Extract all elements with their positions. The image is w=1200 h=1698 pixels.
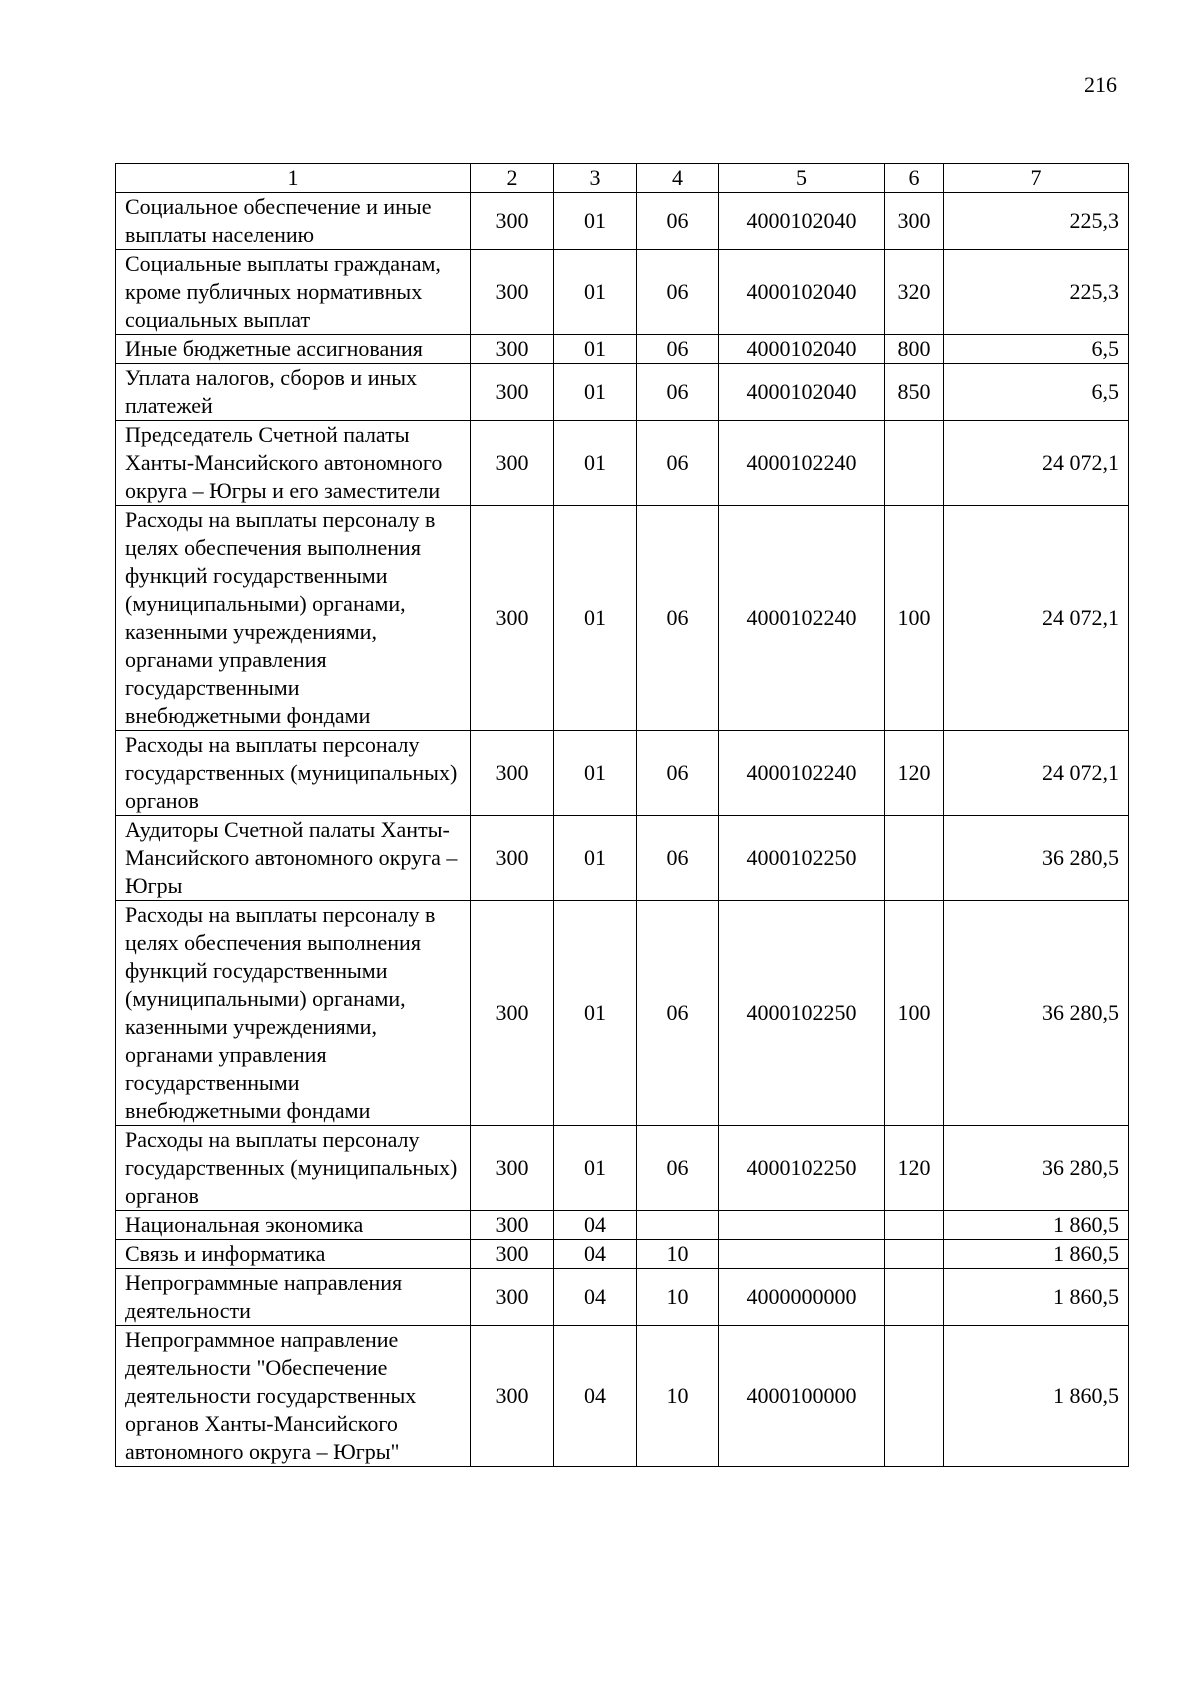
- row-amount-cell: 24 072,1: [944, 421, 1129, 506]
- row-name-cell: Расходы на выплаты персоналу в целях обеспечения выполнения функций государственными (муниципальными) органами, казенными учреждениями, органами управления государственными внебюджетными фондами: [116, 506, 471, 731]
- row-section-cell: 01: [554, 421, 637, 506]
- row-subsection-cell: 06: [637, 421, 719, 506]
- row-name-cell: Связь и информатика: [116, 1240, 471, 1269]
- row-subsection-cell: 06: [637, 901, 719, 1126]
- row-subsection-cell: 06: [637, 364, 719, 421]
- row-section-cell: 04: [554, 1326, 637, 1467]
- row-target-item-cell: 4000102250: [719, 901, 885, 1126]
- table-row: [116, 1240, 1129, 1269]
- row-amount-cell: 24 072,1: [944, 506, 1129, 731]
- row-amount-cell: 36 280,5: [944, 901, 1129, 1126]
- row-name-cell: Непрограммные направления деятельности: [116, 1269, 471, 1326]
- row-section-cell: 01: [554, 506, 637, 731]
- row-section-cell: 01: [554, 335, 637, 364]
- row-target-item-cell: 4000102250: [719, 1126, 885, 1211]
- row-code-cell: 300: [471, 1326, 554, 1467]
- row-code-cell: 300: [471, 1126, 554, 1211]
- row-amount-cell: 24 072,1: [944, 731, 1129, 816]
- row-subsection-cell: 06: [637, 506, 719, 731]
- header-cell-2: 2: [471, 164, 554, 193]
- row-code-cell: 300: [471, 250, 554, 335]
- row-name-cell: Расходы на выплаты персоналу государственных (муниципальных) органов: [116, 731, 471, 816]
- row-amount-cell: 1 860,5: [944, 1211, 1129, 1240]
- row-name-cell: Расходы на выплаты персоналу государственных (муниципальных) органов: [116, 1126, 471, 1211]
- row-section-cell: 01: [554, 193, 637, 250]
- row-target-item-cell: 4000102040: [719, 193, 885, 250]
- row-expense-type-cell: 320: [885, 250, 944, 335]
- row-section-cell: 04: [554, 1240, 637, 1269]
- row-subsection-cell: 06: [637, 335, 719, 364]
- row-expense-type-cell: 100: [885, 506, 944, 731]
- row-expense-type-cell: 300: [885, 193, 944, 250]
- row-code-cell: 300: [471, 193, 554, 250]
- row-target-item-cell: 4000102040: [719, 364, 885, 421]
- header-cell-5: 5: [719, 164, 885, 193]
- table-body: [116, 193, 1129, 1467]
- table-row: [116, 816, 1129, 901]
- row-section-cell: 01: [554, 816, 637, 901]
- row-target-item-cell: [719, 1211, 885, 1240]
- row-subsection-cell: 06: [637, 193, 719, 250]
- table-row: [116, 1269, 1129, 1326]
- row-code-cell: 300: [471, 816, 554, 901]
- page-number: 216: [1084, 72, 1117, 97]
- row-target-item-cell: 4000102240: [719, 731, 885, 816]
- row-section-cell: 01: [554, 250, 637, 335]
- row-section-cell: 01: [554, 1126, 637, 1211]
- row-section-cell: 04: [554, 1269, 637, 1326]
- header-cell-6: 6: [885, 164, 944, 193]
- header-cell-3: 3: [554, 164, 637, 193]
- row-amount-cell: 225,3: [944, 193, 1129, 250]
- row-name-cell: Иные бюджетные ассигнования: [116, 335, 471, 364]
- row-target-item-cell: [719, 1240, 885, 1269]
- row-amount-cell: 1 860,5: [944, 1240, 1129, 1269]
- row-name-cell: Уплата налогов, сборов и иных платежей: [116, 364, 471, 421]
- row-name-cell: Национальная экономика: [116, 1211, 471, 1240]
- row-code-cell: 300: [471, 901, 554, 1126]
- row-amount-cell: 6,5: [944, 335, 1129, 364]
- row-target-item-cell: 4000102040: [719, 250, 885, 335]
- row-amount-cell: 1 860,5: [944, 1326, 1129, 1467]
- row-subsection-cell: 10: [637, 1326, 719, 1467]
- row-code-cell: 300: [471, 421, 554, 506]
- row-code-cell: 300: [471, 1211, 554, 1240]
- table-row: [116, 731, 1129, 816]
- header-cell-1: 1: [116, 164, 471, 193]
- row-name-cell: Социальные выплаты гражданам, кроме публичных нормативных социальных выплат: [116, 250, 471, 335]
- row-expense-type-cell: [885, 1211, 944, 1240]
- row-target-item-cell: 4000102240: [719, 421, 885, 506]
- row-name-cell: Расходы на выплаты персоналу в целях обеспечения выполнения функций государственными (муниципальными) органами, казенными учреждениями, органами управления государственными внебюджетными фондами: [116, 901, 471, 1126]
- row-code-cell: 300: [471, 1240, 554, 1269]
- row-code-cell: 300: [471, 335, 554, 364]
- row-expense-type-cell: [885, 1326, 944, 1467]
- row-section-cell: 01: [554, 364, 637, 421]
- row-amount-cell: 6,5: [944, 364, 1129, 421]
- header-cell-7: 7: [944, 164, 1129, 193]
- row-subsection-cell: 06: [637, 731, 719, 816]
- row-amount-cell: 1 860,5: [944, 1269, 1129, 1326]
- table-row: [116, 901, 1129, 1126]
- row-expense-type-cell: 120: [885, 1126, 944, 1211]
- row-target-item-cell: 4000100000: [719, 1326, 885, 1467]
- row-subsection-cell: 06: [637, 250, 719, 335]
- row-expense-type-cell: 120: [885, 731, 944, 816]
- row-subsection-cell: [637, 1211, 719, 1240]
- table-row: [116, 506, 1129, 731]
- row-expense-type-cell: 100: [885, 901, 944, 1126]
- row-target-item-cell: 4000000000: [719, 1269, 885, 1326]
- row-amount-cell: 36 280,5: [944, 816, 1129, 901]
- row-target-item-cell: 4000102240: [719, 506, 885, 731]
- table-row: [116, 1326, 1129, 1467]
- row-expense-type-cell: 850: [885, 364, 944, 421]
- table-row: [116, 1211, 1129, 1240]
- row-subsection-cell: 10: [637, 1269, 719, 1326]
- row-expense-type-cell: [885, 816, 944, 901]
- table-row: [116, 335, 1129, 364]
- row-name-cell: Социальное обеспечение и иные выплаты населению: [116, 193, 471, 250]
- row-target-item-cell: 4000102250: [719, 816, 885, 901]
- row-target-item-cell: 4000102040: [719, 335, 885, 364]
- row-code-cell: 300: [471, 1269, 554, 1326]
- table-row: [116, 364, 1129, 421]
- row-amount-cell: 36 280,5: [944, 1126, 1129, 1211]
- row-subsection-cell: 06: [637, 1126, 719, 1211]
- row-expense-type-cell: 800: [885, 335, 944, 364]
- table-row: [116, 250, 1129, 335]
- table-header-row: [116, 164, 1129, 193]
- row-amount-cell: 225,3: [944, 250, 1129, 335]
- table-row: [116, 193, 1129, 250]
- table-row: [116, 421, 1129, 506]
- budget-table: [115, 163, 1129, 1467]
- table-row: [116, 1126, 1129, 1211]
- row-expense-type-cell: [885, 421, 944, 506]
- row-code-cell: 300: [471, 731, 554, 816]
- row-expense-type-cell: [885, 1240, 944, 1269]
- header-cell-4: 4: [637, 164, 719, 193]
- row-section-cell: 04: [554, 1211, 637, 1240]
- row-expense-type-cell: [885, 1269, 944, 1326]
- row-code-cell: 300: [471, 364, 554, 421]
- row-subsection-cell: 10: [637, 1240, 719, 1269]
- row-code-cell: 300: [471, 506, 554, 731]
- row-name-cell: Аудиторы Счетной палаты Ханты-Мансийского автономного округа – Югры: [116, 816, 471, 901]
- row-section-cell: 01: [554, 731, 637, 816]
- row-name-cell: Председатель Счетной палаты Ханты-Мансийского автономного округа – Югры и его заместители: [116, 421, 471, 506]
- row-name-cell: Непрограммное направление деятельности "Обеспечение деятельности государственных органов Ханты-Мансийского автономного округа – Югры": [116, 1326, 471, 1467]
- row-section-cell: 01: [554, 901, 637, 1126]
- row-subsection-cell: 06: [637, 816, 719, 901]
